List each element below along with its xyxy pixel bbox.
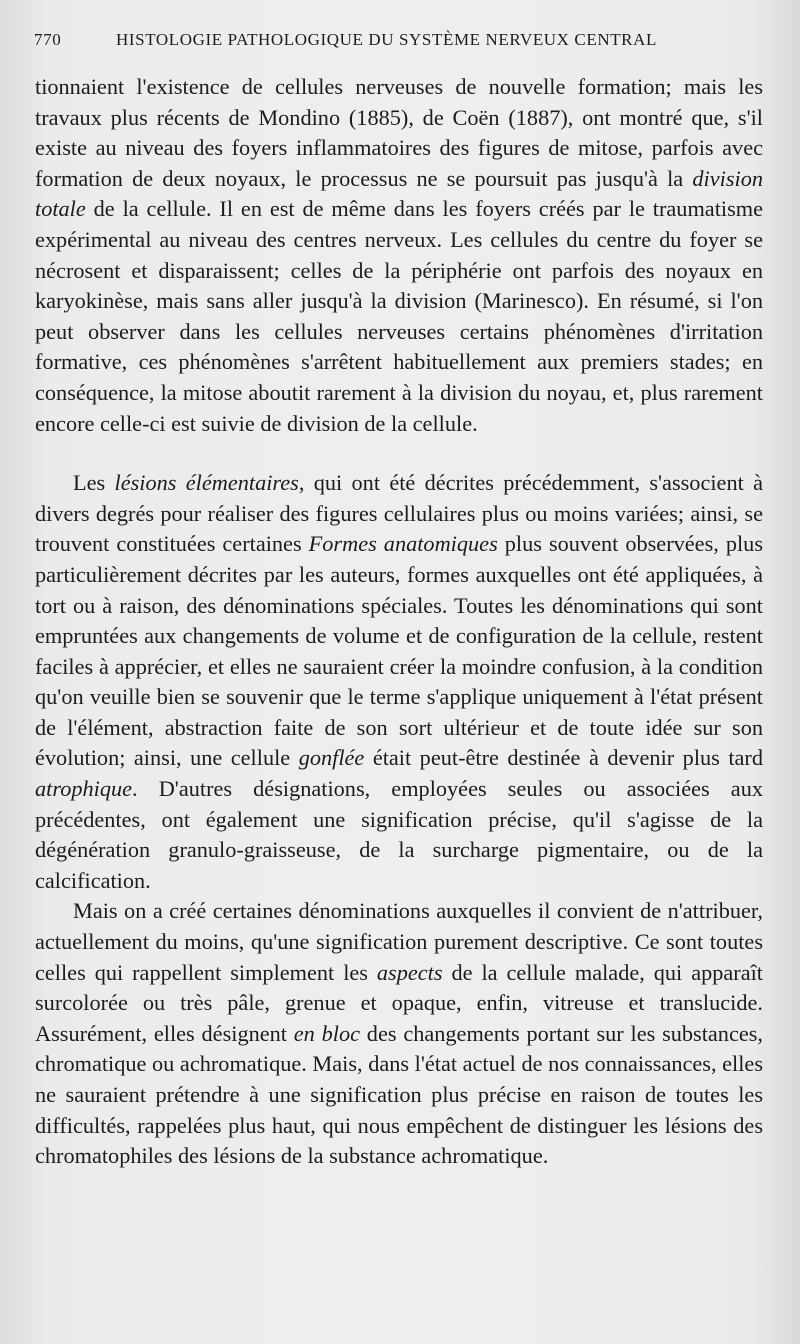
p1-text-b: de la cellule. Il en est de même dans les foyers créés par le traumatisme expérimental au niveau des centres nerveux. Les cellules du centre du foyer se nécrosent et disparaissent; celles de la périphérie ont parfois des noyaux en karyokinèse, mais sans aller jusqu'à la division (Marinesco). En résumé, si l'on peut observer dans les cellules nerveuses certains phénomènes d'irritation formative, ces phénomènes s'arrêtent habituellement aux premiers stades; en conséquence, la mitose aboutit rarement à la division du noyau, et, plus rarement encore celle-ci est suivie de division de la cellule. — [35, 196, 763, 436]
p1-text-a: tionnaient l'existence de cellules nerveuses de nouvelle formation; mais les travaux plus récents de Mondino (1885), de Coën (1887), ont montré que, s'il existe au niveau des foyers inflammatoires des figures de mitose, parfois avec formation de deux noyaux, le processus ne se poursuit pas jusqu'à la — [35, 74, 763, 191]
p3-text-c: des changements portant sur les substances, chromatique ou achromatique. Mais, dans l'état actuel de nos connaissances, elles ne sauraient prétendre à une signification plus précise en raison de toutes les difficultés, rappelées plus haut, qui nous empêchent de distinguer les lésions des chromatophiles des lésions de la substance achromatique. — [35, 1020, 763, 1169]
p2-emphasis-formes-anatomiques: Formes anatomiques — [308, 531, 498, 557]
p2-text-a: Les — [73, 470, 115, 496]
p3-text-a: Mais on a créé certaines dénominations auxquelles il convient de n'attribuer, actuellement du moins, qu'une signification purement descriptive. Ce sont toutes celles qui rappellent simplement les — [35, 898, 763, 985]
paragraph-2 — [35, 468, 763, 896]
p2-text-d: était peut-être destinée à devenir plus tard — [364, 745, 763, 771]
paragraph-3 — [35, 896, 763, 1171]
p2-text-e: . D'autres désignations, employées seules ou associées aux précédentes, ont également une signification précise, qu'il s'agisse de la dégénération granulo-graisseuse, de la surcharge pigmentaire, ou de la calcification. — [35, 776, 763, 893]
p2-text-b: , qui ont été décrites précédemment, s'associent à divers degrés pour réaliser des figures cellulaires plus ou moins variées; ainsi, se trouvent constituées certaines — [35, 470, 763, 557]
running-title: HISTOLOGIE PATHOLOGIQUE DU SYSTÈME NERVEUX CENTRAL — [116, 30, 657, 49]
running-header — [34, 30, 774, 50]
p1-emphasis-division-totale: division totale — [35, 165, 763, 222]
page-number: 770 — [34, 30, 62, 49]
paragraph-1 — [35, 72, 763, 439]
p2-emphasis-atrophique: atrophique — [35, 776, 133, 802]
p2-emphasis-lesions-elementaires: lésions élémentaires — [114, 470, 299, 496]
p3-emphasis-aspects: aspects — [376, 959, 443, 985]
p3-emphasis-en-bloc: en bloc — [293, 1020, 361, 1046]
p3-text-b: de la cellule malade, qui apparaît surcolorée ou très pâle, grenue et opaque, enfin, vitreuse et translucide. Assurément, elles désignent — [35, 959, 763, 1046]
p2-emphasis-gonflee: gonflée — [298, 745, 365, 771]
p2-text-c: plus souvent observées, plus particulièrement décrites par les auteurs, formes auxquelles ont été appliquées, à tort ou à raison, des dénominations spéciales. Toutes les dénominations qui sont empruntées aux changements de volume et de configuration de la cellule, restent faciles à apprécier, et elles ne sauraient créer la moindre confusion, à la condition qu'on veuille bien se souvenir que le terme s'applique uniquement à l'état présent de l'élément, abstraction faite de son sort ultérieur et de toute idée sur son évolution; ainsi, une cellule — [35, 531, 763, 771]
page-body — [35, 72, 763, 1172]
